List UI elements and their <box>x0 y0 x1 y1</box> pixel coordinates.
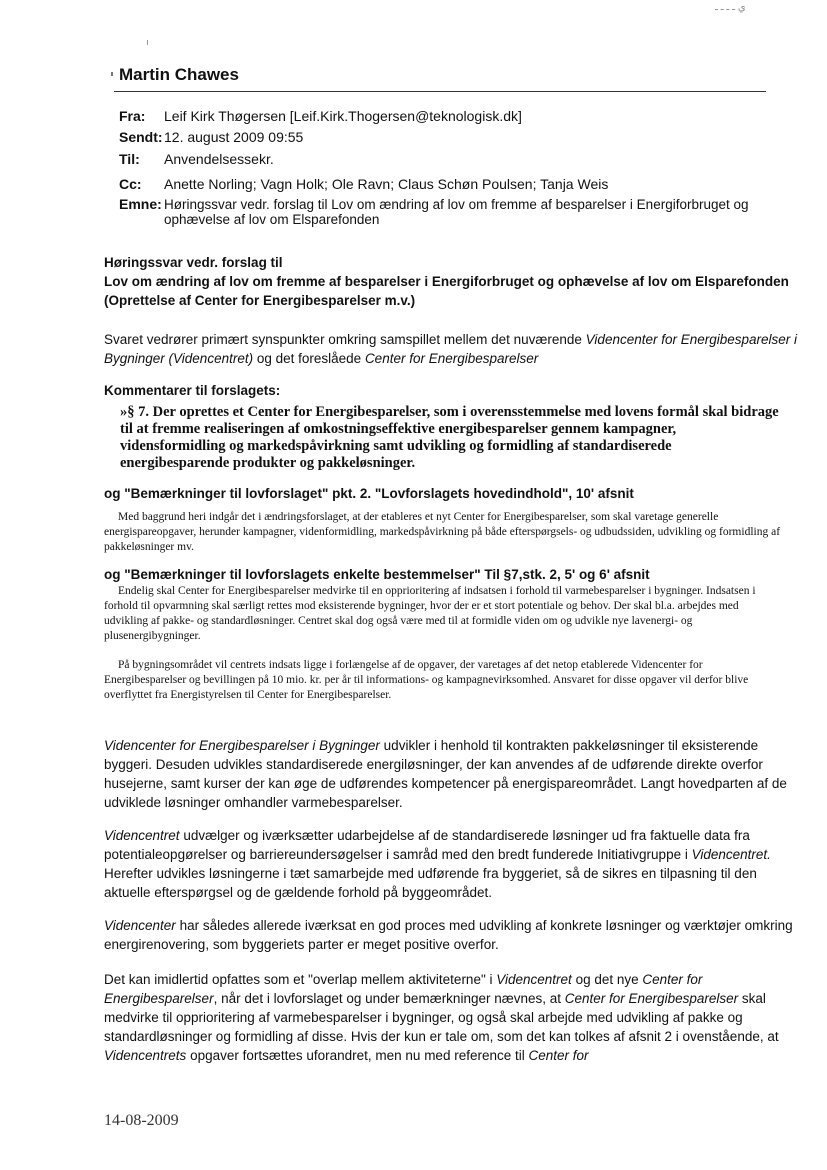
italic-run: Videncentret <box>496 972 572 987</box>
sent-value: 12. august 2009 09:55 <box>164 129 304 145</box>
quote-paragraph-3a: Endelig skal Center for Energibesparelser medvirke til en opprioritering af indsatsen i forhold til varmebesparelser i bygninger. Indsatsen i forhold til opvarmning skal særligt rettes mod eksisterende bygninger, hvor der er et stort potentiale og behov. Der skal bl.a. arbejdes med udvikling af pakke- og standardløsninger. Centret skal dog også være med til at formidle viden om og udvikle nye lavenergi- og plusenergibygninger. <box>104 585 756 642</box>
remarks-heading-2: og "Bemærkninger til lovforslaget" pkt. 2. "Lovforslagets hovedindhold", 10' afsnit <box>104 486 634 501</box>
cc-value: Anette Norling; Vagn Holk; Ole Ravn; Claus Schøn Poulsen; Tanja Weis <box>164 176 609 192</box>
quote-paragraph-7 <box>104 404 779 472</box>
header-label: Emne: <box>119 196 162 212</box>
text-run: og det nye <box>571 972 643 987</box>
text-run: , når det i lovforslaget og under bemærkninger nævnes, at <box>213 991 565 1006</box>
italic-run: Center for Energibesparelser <box>564 991 739 1006</box>
italic-run: Videncenter for Energibesparelser i Bygninger (Videncentret) <box>104 332 798 366</box>
header-row-sent <box>119 129 784 146</box>
title-line: Høringssvar vedr. forslag til <box>104 255 283 270</box>
header-row-to <box>119 151 784 168</box>
italic-run: Center for Energibesparelser <box>104 972 703 1006</box>
header-row-cc <box>119 176 784 193</box>
quote-paragraph-2: Med baggrund heri indgår det i ændringsforslaget, at der etableres et nyt Center for Energibesparelser, som skal varetage generelle energispareopgaver, herunder kampagner, videnformidling, markedspåvirkning på både efterspørgsels- og udbudssiden, udvikling og formidling af pakkeløsninger mv. <box>104 511 781 553</box>
italic-run: Videncentrets <box>104 1048 187 1063</box>
scan-speck <box>147 40 148 45</box>
text-run: har således allerede iværksat en god proces med udvikling af konkrete løsninger og værktøjer omkring energirenovering, som byggeriets parter er meget positive overfor. <box>104 918 793 952</box>
header-divider <box>114 91 766 92</box>
body-paragraph-2 <box>104 826 804 902</box>
subject-value: Høringssvar vedr. forslag til Lov om ændring af lov om fremme af besparelser i Energiforbruget og ophævelse af lov om Elsparefonden <box>164 197 749 227</box>
header-row-subject <box>119 197 764 227</box>
text-run: opgaver fortsættes uforandret, men nu med reference til <box>186 1048 529 1063</box>
title-line: (Oprettelse af Center for Energibesparelser m.v.) <box>104 293 416 308</box>
header-row-from <box>119 108 784 125</box>
document-title <box>104 253 804 310</box>
header-label: Sendt: <box>119 129 163 145</box>
body-paragraph-4 <box>104 970 804 1065</box>
italic-run: Videncentret. <box>691 847 771 862</box>
quote-text: »§ 7. Der oprettes et Center for Energibesparelser, som i overensstemmelse med lovens formål skal bidrage til at fremme realiseringen af omkostningseffektive energibesparelser gennem kampagner, vidensformidling og markedspåvirkning samt udvikling og formidling af standardiserede energibesparende produkter og pakkeløsninger. <box>120 404 779 471</box>
remarks-heading-3: og "Bemærkninger til lovforslagets enkelte bestemmelser" Til §7,stk. 2, 5' og 6' afsnit <box>104 567 650 582</box>
corner-scan-mark: ي ـ ـ ـ ـ <box>715 2 746 13</box>
italic-run: Videncenter for Energibesparelser i Bygninger <box>104 738 380 753</box>
quote-paragraph-3b: På bygningsområdet vil centrets indsats ligge i forlængelse af de opgaver, der varetages af det netop etablerede Videncenter for Energibesparelser og bevillingen på 10 mio. kr. per år til informations- og kampagnevirksomhed. Ansvaret for disse opgaver vil derfor blive overflyttet fra Energistyrelsen til Center for Energibesparelser. <box>104 659 749 701</box>
from-value: Leif Kirk Thøgersen [Leif.Kirk.Thogersen@teknologisk.dk] <box>164 108 522 124</box>
header-label: Fra: <box>119 108 146 124</box>
header-label: Cc: <box>119 176 142 192</box>
italic-run: Center for Energibesparelser <box>364 351 539 366</box>
text-run: Det kan imidlertid opfattes som et "overlap mellem aktiviteterne" i <box>104 972 497 987</box>
scan-speck <box>111 72 113 76</box>
to-value: Anvendelsessekr. <box>164 151 274 167</box>
text-run: skal medvirke til opprioritering af varmebesparelser i bygninger, og også skal arbejde med udvikling af pakke og standardløsninger og formidling af disse. Hvis der kun er tale om, som det kan tolkes af afsnit 2 i ovenstående, at <box>104 991 779 1044</box>
comments-heading: Kommentarer til forslagets: <box>104 383 281 398</box>
italic-run: Videncentret <box>104 828 180 843</box>
body-paragraph-1 <box>104 736 804 812</box>
text-run: Herefter udvikles løsningerne i tæt samarbejde med udførende fra byggeriet, så de sikres en tilpasning til den aktuelle efterspørgsel og de gældende forhold på byggeområdet. <box>104 866 757 900</box>
text-run: Svaret vedrører primært synspunkter omkring samspillet mellem det nuværende <box>104 332 586 347</box>
body-paragraph-3 <box>104 916 804 954</box>
italic-run: Videncenter <box>104 918 176 933</box>
header-label: Til: <box>119 151 140 167</box>
sender-name: Martin Chawes <box>119 65 239 84</box>
date-stamp: 14-08-2009 <box>104 1112 179 1129</box>
text-run: udvælger og iværksætter udarbejdelse af de standardiserede løsninger ud fra faktuelle data fra potentialeopgørelser og barriereundersøgelser i samråd med den bredt funderede Initiativgruppe i <box>104 828 750 862</box>
title-line: Lov om ændring af lov om fremme af besparelser i Energiforbruget og ophævelse af lov om Elsparefonden <box>104 274 789 289</box>
text-run: udvikler i henhold til kontrakten pakkeløsninger til eksisterende byggeri. Desuden udvikles standardiserede energiløsninger, der kan anvendes af de udførende direkte overfor husejerne, samt kurser der kan øge de udførendes kompetencer på energispareområdet. Langt hovedparten af de udviklede løsninger omhandler varmebesparelser. <box>104 738 787 810</box>
intro-paragraph <box>104 330 804 368</box>
text-run: og det foreslåede <box>253 351 365 366</box>
italic-run: Center for <box>528 1048 589 1063</box>
